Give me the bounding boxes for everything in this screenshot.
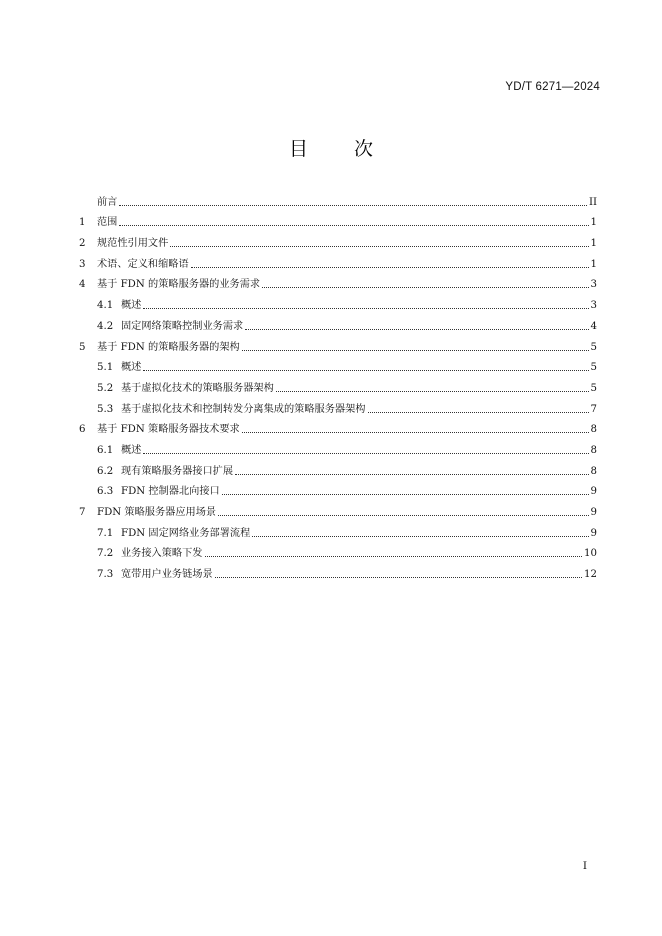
toc-entry-label: 概述 bbox=[121, 300, 142, 312]
toc-entry-page: 9 bbox=[590, 527, 597, 539]
toc-entry-label: 固定网络策略控制业务需求 bbox=[121, 320, 244, 332]
toc-entry-label: 规范性引用文件 bbox=[97, 238, 169, 250]
page-number: I bbox=[582, 860, 587, 872]
toc-entry[interactable] bbox=[79, 560, 597, 581]
toc-entry-number: 7 bbox=[79, 507, 86, 518]
toc-entry-page: 10 bbox=[584, 548, 597, 560]
toc-entry[interactable] bbox=[79, 478, 597, 499]
toc-entry-page: 8 bbox=[590, 424, 597, 436]
toc-entry-page: 5 bbox=[590, 362, 597, 374]
toc-entry-page: 3 bbox=[590, 300, 597, 312]
toc-entry[interactable] bbox=[79, 209, 597, 230]
toc-entry-page: 8 bbox=[590, 444, 597, 456]
toc-entry-number: 5.2 bbox=[97, 382, 114, 394]
toc-dot-leader bbox=[252, 536, 588, 537]
toc-dot-leader bbox=[245, 329, 588, 330]
toc-entry[interactable] bbox=[79, 416, 597, 437]
toc-dot-leader bbox=[276, 391, 589, 392]
toc-entry-number: 6 bbox=[79, 424, 86, 436]
toc-dot-leader bbox=[215, 577, 582, 578]
toc-dot-leader bbox=[368, 412, 589, 413]
toc-entry-label: 宽带用户业务链场景 bbox=[121, 569, 213, 581]
toc-dot-leader bbox=[119, 225, 588, 226]
toc-entry[interactable] bbox=[79, 519, 597, 540]
toc-entry[interactable] bbox=[79, 188, 597, 209]
toc-entry-number: 4 bbox=[79, 279, 86, 291]
toc-entry-page: 1 bbox=[590, 217, 597, 229]
toc-entry-label: FDN 控制器北向接口 bbox=[121, 486, 220, 498]
toc-entry-number: 5 bbox=[79, 341, 86, 353]
toc-entry-page: 9 bbox=[590, 486, 597, 498]
toc-entry[interactable] bbox=[79, 291, 597, 312]
toc-entry-number: 1 bbox=[79, 217, 86, 229]
toc-entry[interactable] bbox=[79, 333, 597, 354]
toc-dot-leader bbox=[222, 494, 589, 495]
toc-entry-page: 4 bbox=[590, 320, 597, 332]
toc-entry[interactable] bbox=[79, 498, 597, 519]
toc-entry-label: 概述 bbox=[121, 444, 142, 456]
page-title: 目 次 bbox=[288, 138, 394, 160]
toc-entry[interactable] bbox=[79, 374, 597, 395]
toc-entry-label: 前言 bbox=[97, 196, 118, 208]
toc-entry-number: 6.2 bbox=[97, 465, 114, 477]
toc-entry-page: 1 bbox=[590, 238, 597, 250]
toc-entry-label: 术语、定义和缩略语 bbox=[97, 258, 189, 270]
toc-entry-label: FDN 策略服务器应用场景 bbox=[97, 507, 217, 518]
toc-entry[interactable] bbox=[79, 250, 597, 271]
toc-entry[interactable] bbox=[79, 436, 597, 457]
toc-entry-page: 9 bbox=[590, 507, 597, 518]
standard-code: YD/T 6271—2024 bbox=[505, 81, 600, 93]
toc-entry[interactable] bbox=[79, 271, 597, 292]
toc-dot-leader bbox=[143, 453, 588, 454]
toc-dot-leader bbox=[191, 267, 589, 268]
toc-dot-leader bbox=[119, 205, 587, 206]
toc-dot-leader bbox=[242, 432, 589, 433]
toc-entry-page: 7 bbox=[590, 403, 597, 415]
toc-dot-leader bbox=[235, 474, 588, 475]
toc-entry-label: FDN 固定网络业务部署流程 bbox=[121, 527, 251, 539]
toc-entry-page: 12 bbox=[584, 569, 597, 581]
toc-dot-leader bbox=[218, 515, 588, 516]
toc-entry[interactable] bbox=[79, 395, 597, 416]
toc-entry[interactable] bbox=[79, 354, 597, 375]
table-of-contents bbox=[79, 188, 597, 581]
toc-entry-number: 6.1 bbox=[97, 444, 114, 456]
toc-entry[interactable] bbox=[79, 540, 597, 561]
toc-entry-label: 基于虚拟化技术和控制转发分离集成的策略服务器架构 bbox=[121, 403, 366, 415]
toc-entry-label: 现有策略服务器接口扩展 bbox=[121, 465, 234, 477]
toc-dot-leader bbox=[170, 246, 588, 247]
toc-entry-label: 概述 bbox=[121, 362, 142, 374]
toc-entry-number: 4.2 bbox=[97, 320, 114, 332]
toc-entry[interactable] bbox=[79, 312, 597, 333]
toc-entry[interactable] bbox=[79, 229, 597, 250]
toc-entry-label: 基于 FDN 的策略服务器的架构 bbox=[97, 341, 240, 353]
toc-entry-page: 1 bbox=[590, 258, 597, 270]
toc-entry-label: 基于 FDN 的策略服务器的业务需求 bbox=[97, 279, 261, 291]
toc-entry-number: 3 bbox=[79, 258, 86, 270]
toc-entry-page: II bbox=[588, 196, 597, 208]
toc-entry-number: 4.1 bbox=[97, 300, 114, 312]
toc-entry-label: 范围 bbox=[97, 217, 118, 229]
toc-dot-leader bbox=[242, 350, 589, 351]
toc-entry-number: 7.3 bbox=[97, 569, 114, 581]
toc-entry-label: 业务接入策略下发 bbox=[121, 548, 203, 560]
toc-entry-page: 3 bbox=[590, 279, 597, 291]
toc-entry-label: 基于虚拟化技术的策略服务器架构 bbox=[121, 382, 274, 394]
toc-entry-number: 2 bbox=[79, 238, 86, 250]
toc-dot-leader bbox=[143, 370, 588, 371]
toc-entry-page: 8 bbox=[590, 465, 597, 477]
toc-entry-label: 基于 FDN 策略服务器技术要求 bbox=[97, 424, 240, 436]
toc-entry-number: 5.1 bbox=[97, 362, 114, 374]
toc-entry-page: 5 bbox=[590, 382, 597, 394]
toc-entry[interactable] bbox=[79, 457, 597, 478]
toc-entry-number: 5.3 bbox=[97, 403, 114, 415]
toc-dot-leader bbox=[205, 556, 583, 557]
toc-entry-number: 7.1 bbox=[97, 527, 114, 539]
toc-entry-number: 6.3 bbox=[97, 486, 114, 498]
toc-entry-number: 7.2 bbox=[97, 548, 114, 560]
toc-dot-leader bbox=[262, 287, 588, 288]
toc-entry-page: 5 bbox=[590, 341, 597, 353]
toc-dot-leader bbox=[143, 308, 588, 309]
